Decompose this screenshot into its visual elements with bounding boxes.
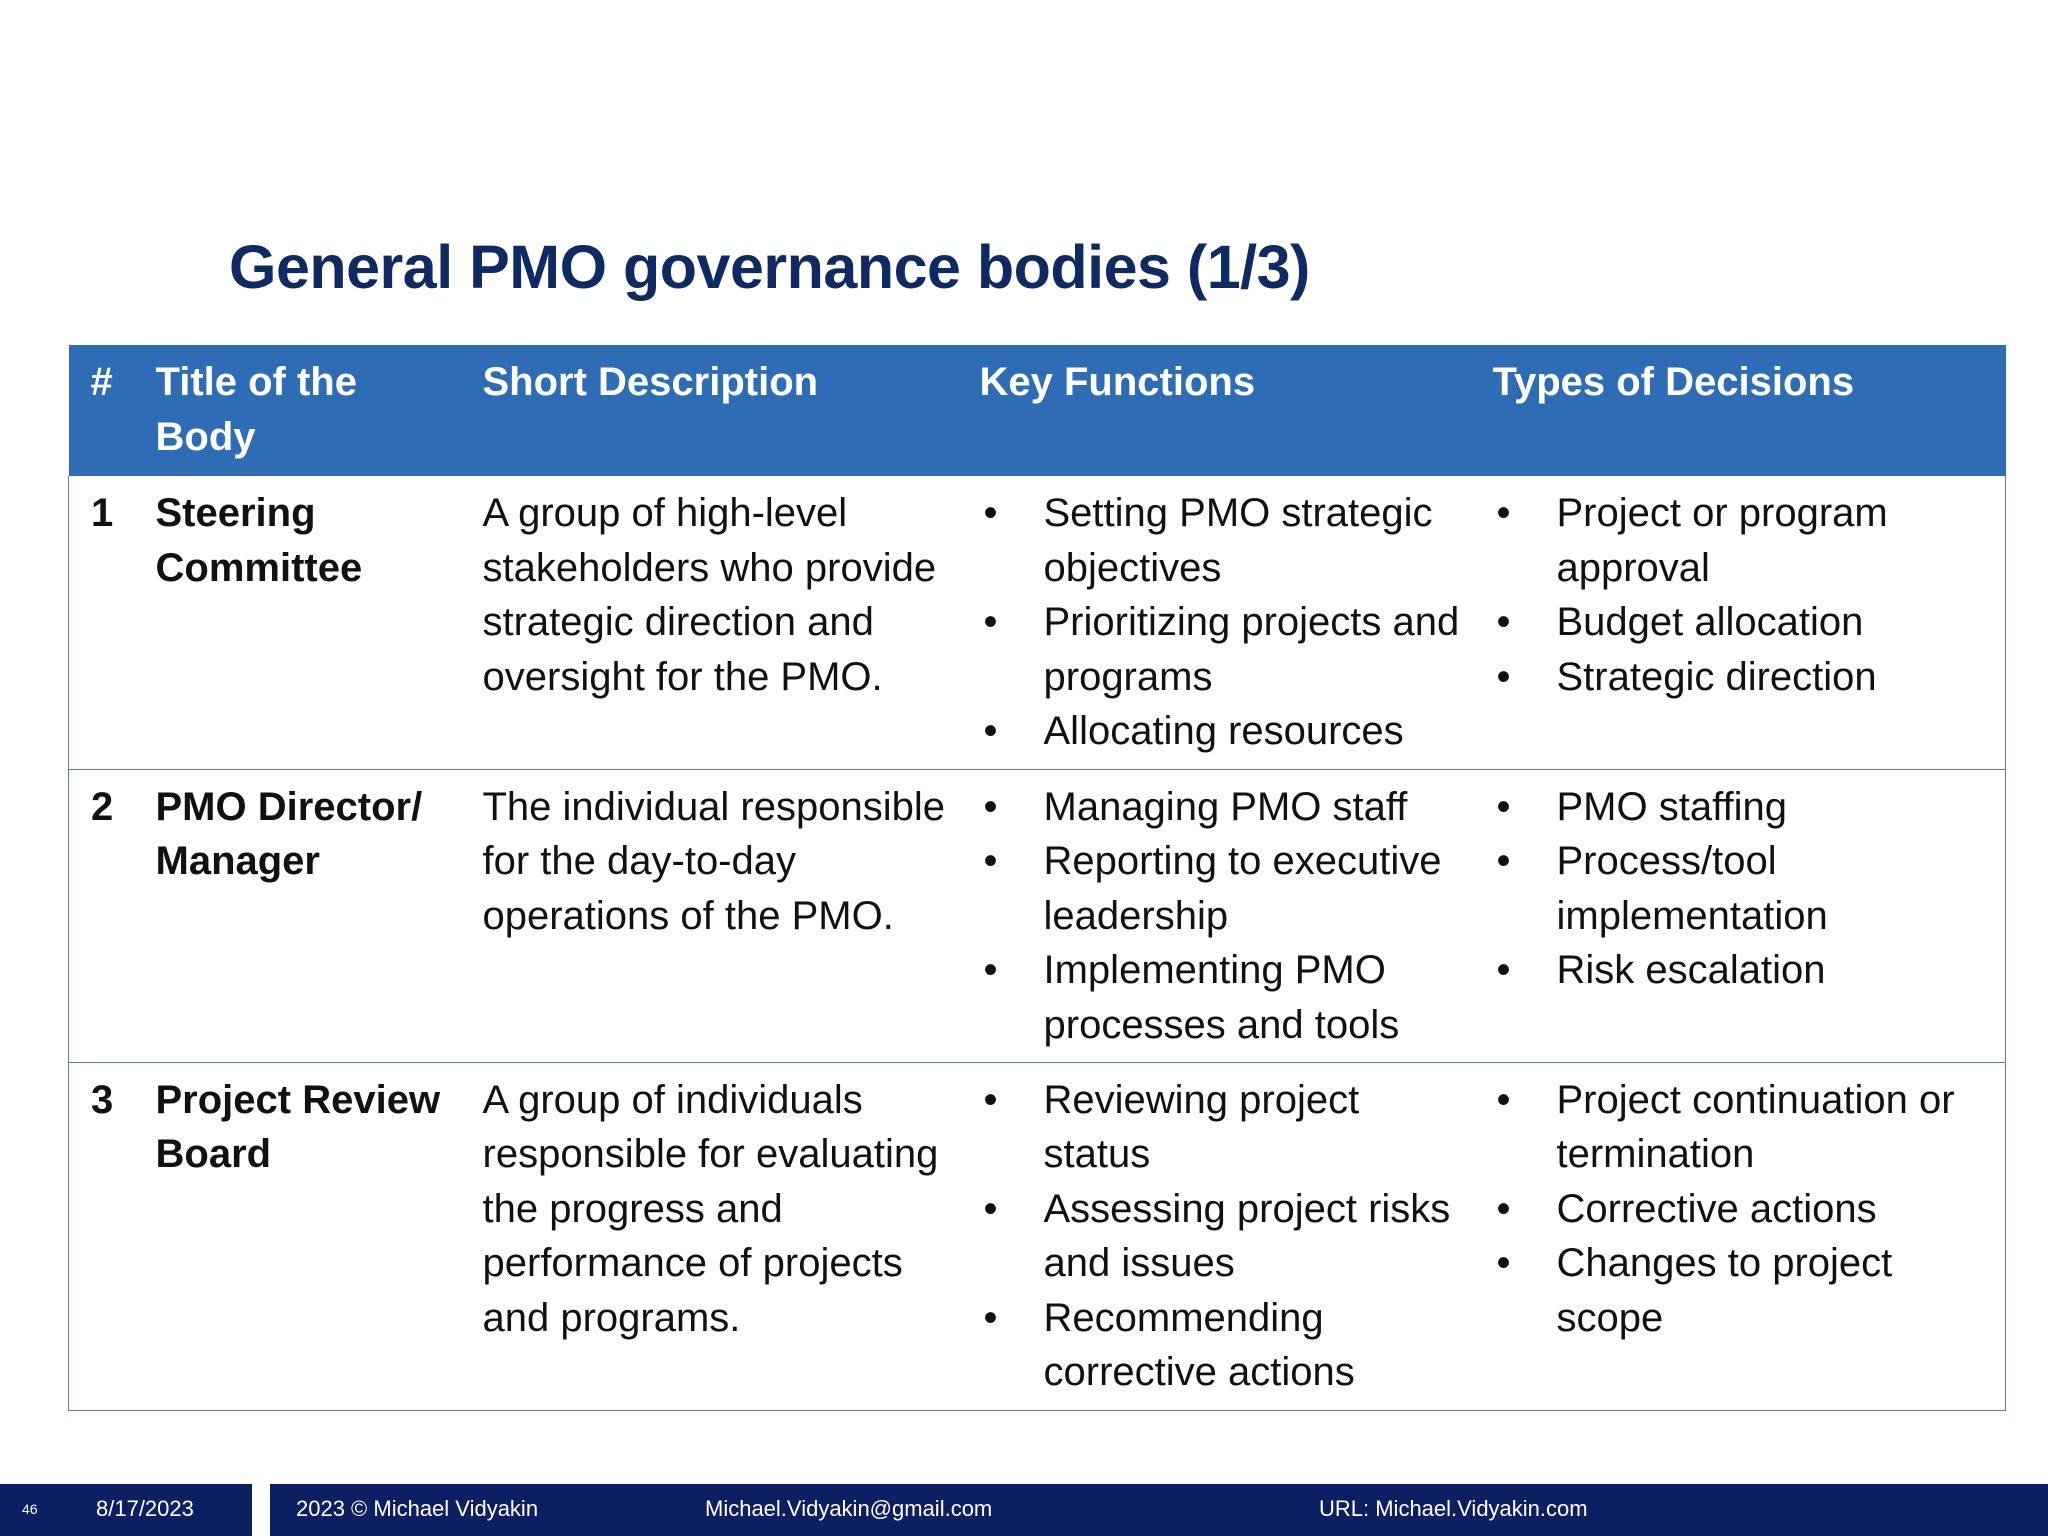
function-item: • Managing PMO staff (980, 780, 1473, 835)
types-of-decisions (1483, 1062, 2006, 1410)
decision-item: • Budget allocation (1493, 595, 1996, 650)
decision-item: • PMO staffing (1493, 780, 1996, 835)
footer-email: Michael.Vidyakin@gmail.com (705, 1496, 993, 1521)
function-item: • Allocating resources (980, 704, 1473, 759)
decision-item: • Process/tool implementation (1493, 834, 1996, 943)
types-of-decisions (1483, 769, 2006, 1062)
decision-item: • Corrective actions (1493, 1182, 1996, 1237)
key-functions-list (980, 1073, 1473, 1400)
decisions-list (1493, 780, 1996, 998)
footer-date: 8/17/2023 (96, 1496, 194, 1521)
function-item: • Reporting to executive leadership (980, 834, 1473, 943)
governance-table (68, 345, 2006, 1411)
row-number: 1 (69, 476, 146, 769)
key-functions (970, 769, 1483, 1062)
short-description: The individual responsible for the day-to-day operations of the PMO. (473, 769, 970, 1062)
short-description: A group of high-level stakeholders who provide strategic direction and oversight for the PMO. (473, 476, 970, 769)
table-header-row (69, 345, 2006, 476)
decision-item: • Project or program approval (1493, 486, 1996, 595)
key-functions-list (980, 780, 1473, 1053)
footer-copyright: 2023 © Michael Vidyakin (296, 1496, 539, 1521)
key-functions (970, 476, 1483, 769)
slide-number: 46 (22, 1501, 38, 1517)
decision-item: • Changes to project scope (1493, 1236, 1996, 1345)
decision-item: • Strategic direction (1493, 650, 1996, 705)
key-functions-list (980, 486, 1473, 759)
short-description: A group of individuals responsible for evaluating the progress and performance of projects and programs. (473, 1062, 970, 1410)
row-number: 2 (69, 769, 146, 1062)
header-key-functions: Key Functions (970, 345, 1483, 476)
row-number: 3 (69, 1062, 146, 1410)
types-of-decisions (1483, 476, 2006, 769)
body-title: PMO Director/ Manager (146, 769, 473, 1062)
header-types-of-decisions: Types of Decisions (1483, 345, 2006, 476)
function-item: • Assessing project risks and issues (980, 1182, 1473, 1291)
key-functions (970, 1062, 1483, 1410)
function-item: • Reviewing project status (980, 1073, 1473, 1182)
header-short-description: Short Description (473, 345, 970, 476)
body-title: Project Review Board (146, 1062, 473, 1410)
decision-item: • Risk escalation (1493, 943, 1996, 998)
function-item: • Recommending corrective actions (980, 1291, 1473, 1400)
table-row (69, 476, 2006, 769)
decisions-list (1493, 1073, 1996, 1346)
body-title: Steering Committee (146, 476, 473, 769)
table-row (69, 769, 2006, 1062)
decisions-list (1493, 486, 1996, 704)
function-item: • Setting PMO strategic objectives (980, 486, 1473, 595)
decision-item: • Project continuation or termination (1493, 1073, 1996, 1182)
slide-title: General PMO governance bodies (1/3) (229, 233, 1310, 301)
footer-url: URL: Michael.Vidyakin.com (1319, 1496, 1588, 1521)
header-number: # (69, 345, 146, 476)
function-item: • Implementing PMO processes and tools (980, 943, 1473, 1052)
table-row (69, 1062, 2006, 1410)
function-item: • Prioritizing projects and programs (980, 595, 1473, 704)
header-body-title: Title of the Body (146, 345, 473, 476)
